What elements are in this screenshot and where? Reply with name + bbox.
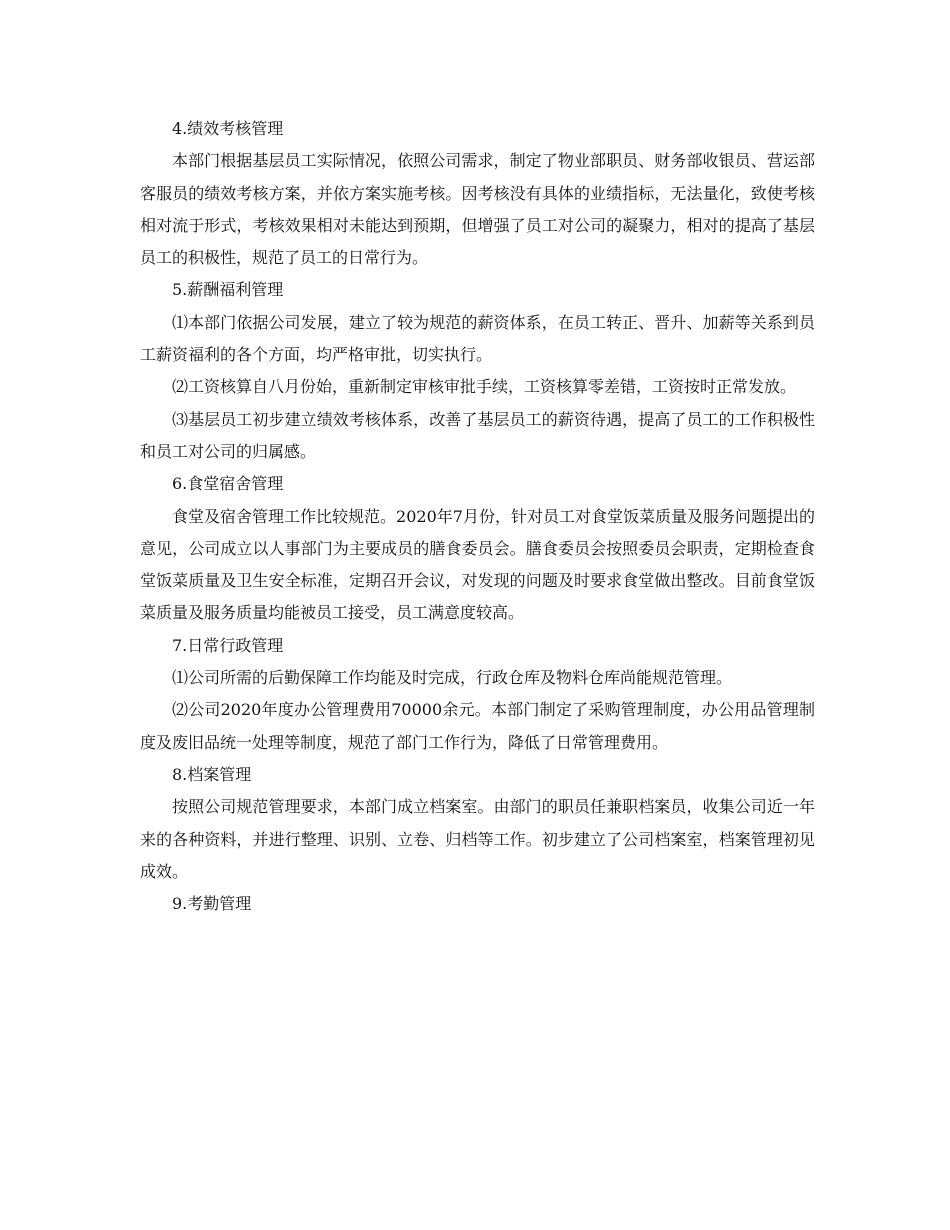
paragraph-admin-1: ⑴公司所需的后勤保障工作均能及时完成，行政仓库及物料仓库尚能规范管理。: [172, 668, 733, 688]
section-heading-admin: 7.日常行政管理: [172, 635, 284, 655]
paragraph-compensation-1: ⑴本部门依据公司发展，建立了较为规范的薪资体系，在员工转正、晋升、加薪等关系到员工薪资福利的各个方面，均严格审批，切实执行。: [140, 312, 815, 365]
section-heading-attendance: 9.考勤管理: [172, 894, 252, 914]
paragraph-performance: 本部门根据基层员工实际情况，依照公司需求，制定了物业部职员、财务部收银员、营运部客服员的绩效考核方案，并依方案实施考核。因考核没有具体的业绩指标，无法量化，致使考核相对流于形式，考核效果相对未能达到预期，但增强了员工对公司的凝聚力，相对的提高了基层员工的积极性，规范了员工的日常行为。: [140, 151, 815, 268]
paragraph-compensation-3: ⑶基层员工初步建立绩效考核体系，改善了基层员工的薪资待遇，提高了员工的工作积极性和员工对公司的归属感。: [140, 409, 815, 461]
paragraph-compensation-2: ⑵工资核算自八月份始，重新制定审核审批手续，工资核算零差错，工资按时正常发放。: [172, 377, 797, 397]
document-body: [140, 113, 815, 920]
paragraph-admin-2: ⑵公司2020年度办公管理费用70000余元。本部门制定了采购管理制度，办公用品管理制度及废旧品统一处理等制度，规范了部门工作行为，降低了日常管理费用。: [140, 700, 815, 752]
section-heading-performance: 4.绩效考核管理: [172, 119, 284, 138]
section-heading-canteen: 6.食堂宿舍管理: [172, 474, 284, 494]
paragraph-canteen: 食堂及宿舍管理工作比较规范。2020年7月份，针对员工对食堂饭菜质量及服务问题提出的意见，公司成立以人事部门为主要成员的膳食委员会。膳食委员会按照委员会职责，定期检查食堂饭菜质量及卫生安全标准，定期召开会议，对发现的问题及时要求食堂做出整改。目前食堂饭菜质量及服务质量均能被员工接受，员工满意度较高。: [140, 506, 815, 623]
section-heading-compensation: 5.薪酬福利管理: [172, 280, 284, 300]
section-heading-archives: 8.档案管理: [172, 764, 252, 784]
paragraph-archives: 按照公司规范管理要求，本部门成立档案室。由部门的职员任兼职档案员，收集公司近一年来的各种资料，并进行整理、识别、立卷、归档等工作。初步建立了公司档案室，档案管理初见成效。: [140, 797, 815, 881]
